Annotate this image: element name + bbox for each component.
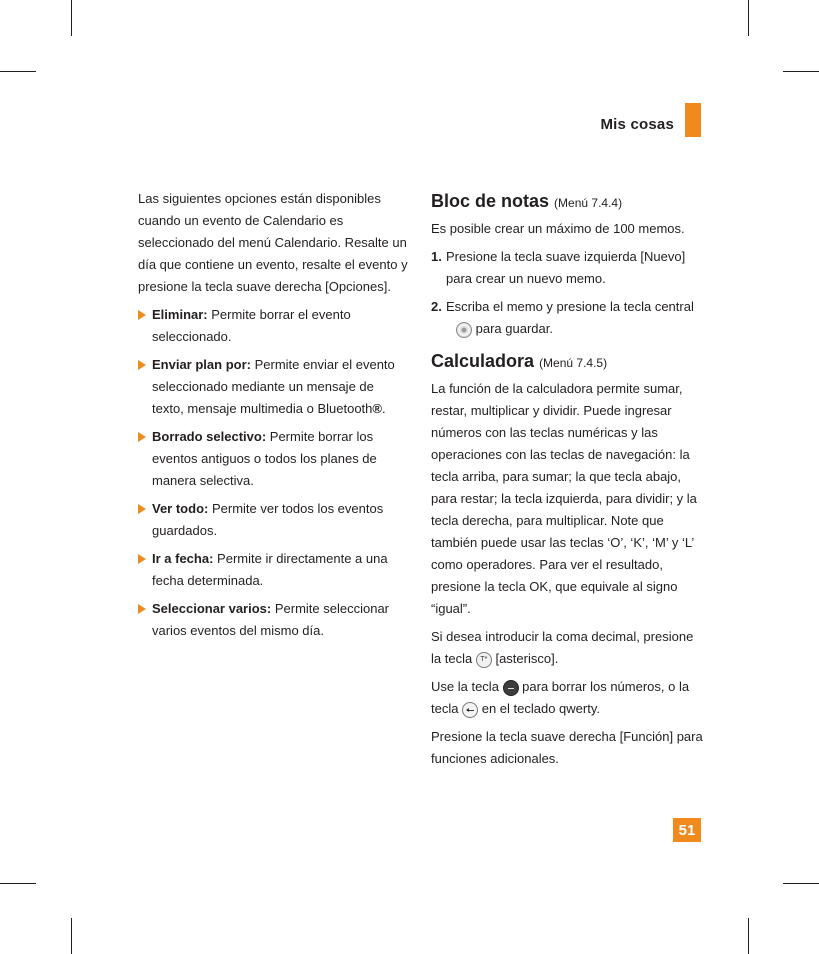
heading-title: Bloc de notas — [431, 191, 550, 211]
crop-mark — [71, 0, 72, 36]
decimal-instruction — [431, 626, 703, 670]
crop-mark — [783, 71, 819, 72]
text-segment: Si desea introducir la coma decimal, presione la tecla — [431, 629, 694, 666]
calendar-options-list — [138, 304, 408, 642]
option-desc: Permite borrar los eventos antiguos o todos los planes de manera selectiva. — [152, 429, 377, 488]
bullet-triangle-icon — [138, 432, 146, 442]
bullet-triangle-icon — [138, 504, 146, 514]
clear-key-icon — [503, 680, 519, 696]
bullet-triangle-icon — [138, 604, 146, 614]
calculadora-heading — [431, 348, 703, 376]
option-term: Enviar plan por: — [152, 357, 251, 372]
option-desc: Permite ir directamente a una fecha determinada. — [152, 551, 388, 588]
left-column — [138, 188, 408, 648]
text-segment: en el teclado qwerty. — [481, 701, 600, 716]
function-instruction: Presione la tecla suave derecha [Función] para funciones adicionales. — [431, 729, 703, 766]
option-desc-end: . — [382, 401, 386, 416]
bloc-de-notas-intro: Es posible crear un máximo de 100 memos. — [431, 221, 685, 236]
right-column — [431, 188, 703, 770]
asterisk-key-icon: T* — [476, 652, 492, 668]
list-item — [138, 498, 408, 542]
heading-title: Calculadora — [431, 351, 535, 371]
option-desc: Permite ver todos los eventos guardados. — [152, 501, 384, 538]
calendar-options-intro: Las siguientes opciones están disponibles cuando un evento de Calendario es seleccionado del menú Calendario. Resalte un día que contiene un evento, resalte el evento y presione la tecla suave derecha [Opciones]. — [138, 191, 408, 294]
option-desc: Permite enviar el evento seleccionado mediante un mensaje de texto, mensaje multimedia o Bluetooth — [152, 357, 395, 416]
step-text: Presione la tecla suave izquierda [Nuevo] para crear un nuevo memo. — [446, 249, 686, 286]
registered-mark: ® — [372, 401, 382, 416]
clear-instruction — [431, 676, 703, 720]
text-segment: Use la tecla — [431, 679, 499, 694]
backspace-key-icon — [462, 702, 478, 718]
list-item — [138, 426, 408, 492]
calculadora-description: La función de la calculadora permite sumar, restar, multiplicar y dividir. Puede ingresar números con las teclas numéricas y las operaciones con las teclas de navegación: la tecla arriba, para sumar; la que tecla abajo, para restar; la tecla izquierda, para dividir; y la tecla derecha, para multiplicar. Note que también puede usar las teclas ‘O’, ‘K’, ‘M’ y ‘L’ como operadores. Para ver el resultado, presione la tecla OK, que equivale al signo “igual”. — [431, 381, 697, 616]
list-item — [138, 548, 408, 592]
section-tab-marker — [685, 103, 701, 137]
text-segment: [asterisco]. — [495, 651, 559, 666]
crop-mark — [0, 71, 36, 72]
crop-mark — [783, 883, 819, 884]
list-item — [138, 598, 408, 642]
section-title: Mis cosas — [600, 116, 674, 133]
option-term: Ir a fecha: — [152, 551, 214, 566]
crop-mark — [0, 883, 36, 884]
bloc-de-notas-heading — [431, 188, 703, 216]
option-term: Borrado selectivo: — [152, 429, 267, 444]
list-item — [138, 304, 408, 348]
crop-mark — [71, 918, 72, 954]
option-term: Seleccionar varios: — [152, 601, 272, 616]
menu-reference: (Menú 7.4.5) — [539, 356, 608, 370]
menu-reference: (Menú 7.4.4) — [554, 196, 623, 210]
text-segment: para borrar los números, o la tecla — [431, 679, 690, 716]
option-term: Ver todo: — [152, 501, 209, 516]
step-number: 2. — [431, 299, 442, 314]
option-term: Eliminar: — [152, 307, 208, 322]
list-item — [431, 296, 703, 340]
step-text: Escriba el memo y presione la tecla central — [446, 299, 694, 314]
bullet-triangle-icon — [138, 310, 146, 320]
bloc-de-notas-steps — [431, 246, 703, 340]
bullet-triangle-icon — [138, 554, 146, 564]
center-key-icon — [456, 322, 472, 338]
crop-mark — [748, 918, 749, 954]
step-text-after: para guardar. — [475, 321, 553, 336]
list-item — [138, 354, 408, 420]
option-desc: Permite borrar el evento seleccionado. — [152, 307, 351, 344]
list-item — [431, 246, 703, 290]
step-number: 1. — [431, 249, 442, 264]
page-number: 51 — [673, 818, 701, 842]
crop-mark — [748, 0, 749, 36]
option-desc: Permite seleccionar varios eventos del mismo día. — [152, 601, 390, 638]
bullet-triangle-icon — [138, 360, 146, 370]
